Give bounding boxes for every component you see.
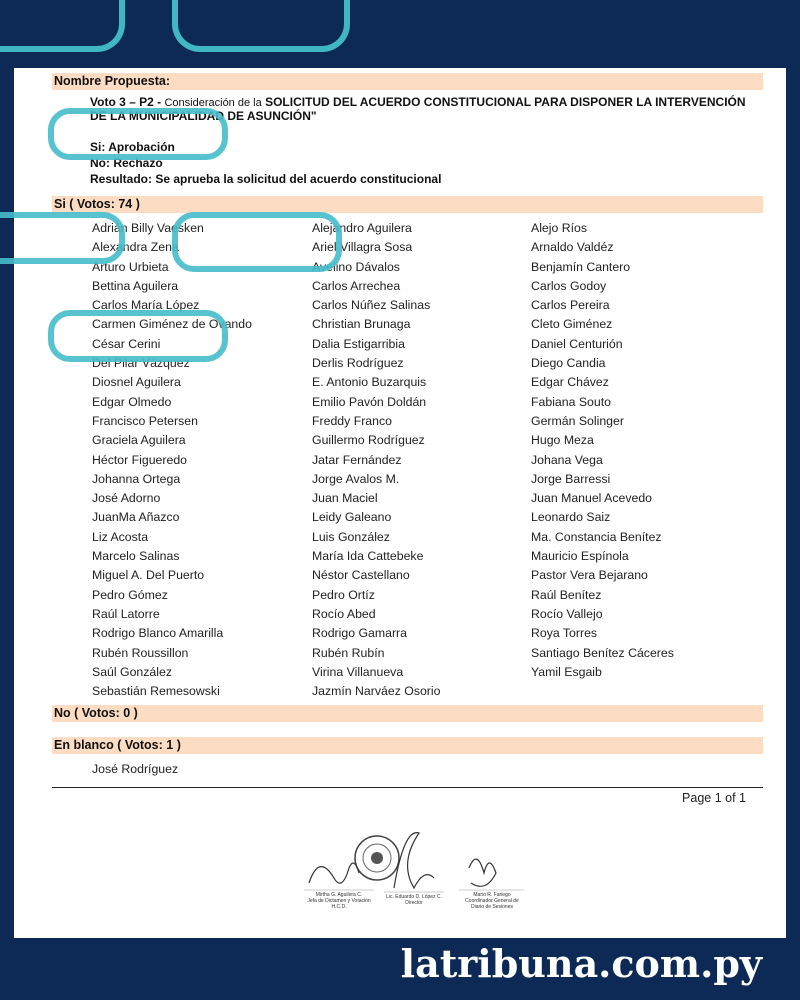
list-item: Carlos Godoy [531,278,607,293]
list-item: Edgar Olmedo [92,394,172,409]
signature-label-3 [457,892,527,910]
no-header: No ( Votos: 0 ) [52,705,763,722]
list-item: Freddy Franco [312,413,392,428]
list-item: Héctor Figueredo [92,452,188,467]
highlight-ring [172,212,342,272]
list-item: Avelino Dávalos [312,259,400,274]
si-names-col2 [312,219,440,701]
page-number: Page 1 of 1 [682,791,746,805]
list-item: Francisco Petersen [92,413,198,428]
list-item: Leonardo Saiz [531,510,611,525]
list-item: Néstor Castellano [312,568,410,583]
list-item: Mauricio Espínola [531,549,629,564]
list-item: Carlos Pereira [531,298,610,313]
list-item: Rubén Roussillon [92,645,189,660]
decorative-ring [172,0,350,52]
list-item: Benjamín Cantero [531,259,631,274]
list-item: César Cerini [92,336,161,351]
list-item: Arturo Urbieta [92,259,169,274]
list-item: Jorge Barressi [531,471,611,486]
option-no: No: Rechazo [90,156,163,170]
list-item: Juan Manuel Acevedo [531,491,653,506]
highlight-ring [48,310,228,362]
list-item: Derlis Rodríguez [312,356,404,371]
list-item: Dalia Estigarribia [312,336,405,351]
list-item: Rodrigo Gamarra [312,626,407,641]
list-item: Cleto Giménez [531,317,613,332]
proposal-header: Nombre Propuesta: [52,73,763,90]
list-item: Director [405,900,423,906]
list-item: Christian Brunaga [312,317,411,332]
blank-names [92,760,178,779]
vote-document [14,68,786,938]
list-item: Carlos María López [92,298,200,313]
list-item: Daniel Centurión [531,336,623,351]
list-item: Pedro Ortíz [312,587,375,602]
list-item: E. Antonio Buzarquis [312,375,427,390]
list-item: Rocío Vallejo [531,606,603,621]
list-item: Rocío Abed [312,606,376,621]
vote-intro: Consideración de la [164,97,262,109]
list-item: Fabiana Souto [531,394,611,409]
list-item: Yamil Esgaib [531,664,602,679]
signature-label-1 [299,892,379,910]
list-item: Sebastián Remesowski [92,684,220,699]
list-item: Johanna Ortega [92,471,181,486]
list-item: Marcelo Salinas [92,549,180,564]
list-item: Coordinador General de [465,898,519,904]
list-item: Emilio Pavón Doldán [312,394,427,409]
vote-title-line2: DE LA MUNICIPALIDAD DE ASUNCIÓN" [90,109,317,123]
list-item: Santiago Benítez Cáceres [531,645,674,660]
divider [52,787,763,788]
list-item: Arnaldo Valdéz [531,240,614,255]
list-item: Hugo Meza [531,433,594,448]
list-item: Ariel Villagra Sosa [312,240,413,255]
si-names-col1 [92,219,252,701]
list-item: Juan Maciel [312,491,378,506]
list-item: Graciela Aguilera [92,433,186,448]
list-item: Adrián Billy Vaesken [92,221,204,235]
list-item: Raúl Benítez [531,587,602,602]
list-item: Germán Solinger [531,413,624,428]
list-item: José Rodríguez [92,762,179,776]
list-item: Carmen Giménez de Ovando [92,317,252,332]
result: Resultado: Se aprueba la solicitud del acuerdo constitucional [90,172,442,186]
list-item: Diosnel Aguilera [92,375,181,390]
highlight-ring [48,108,228,160]
list-item: Alexandra Zena [92,240,179,255]
list-item: Diego Candia [531,356,606,371]
list-item: Bettina Aguilera [92,278,179,293]
list-item: Mirtha G. Aguilera C. [315,892,363,898]
list-item: María Ida Cattebeke [312,549,424,564]
list-item: Virina Villanueva [312,664,404,679]
list-item: Carlos Núñez Salinas [312,298,431,313]
brand-watermark[interactable]: latribuna.com.py [400,941,762,986]
list-item: Guillermo Rodríguez [312,433,425,448]
list-item: Leidy Galeano [312,510,392,525]
list-item: Jefa de Dictamen y Votación [307,898,371,904]
list-item: Pedro Gómez [92,587,168,602]
list-item: Jatar Fernández [312,452,402,467]
list-item: Alejandro Aguilera [312,221,412,235]
decorative-ring [0,0,125,52]
list-item: Rodrigo Blanco Amarilla [92,626,224,641]
list-item: Carlos Arrechea [312,278,401,293]
vote-title-line1: SOLICITUD DEL ACUERDO CONSTITUCIONAL PARA DISPONER LA INTERVENCIÓN [265,95,746,109]
list-item: Luis González [312,529,390,544]
list-item: Mario R. Fariego [473,892,511,898]
list-item: Saúl González [92,664,172,679]
list-item: Jorge Avalos M. [312,471,400,486]
list-item: Diario de Sesiones [471,904,513,910]
list-item: Raúl Latorre [92,606,160,621]
list-item: Ma. Constancia Benítez [531,529,662,544]
list-item: Johana Vega [531,452,603,467]
option-si: Si: Aprobación [90,140,175,154]
list-item: Alejo Ríos [531,221,588,235]
list-item: Pastor Vera Bejarano [531,568,648,583]
list-item: JuanMa Añazco [92,510,180,525]
si-names-col3 [531,219,674,682]
list-item: H.C.D. [331,904,347,910]
si-header: Si ( Votos: 74 ) [52,196,763,213]
list-item: Rubén Rubín [312,645,385,660]
list-item: Liz Acosta [92,529,149,544]
list-item: Edgar Chávez [531,375,609,390]
list-item: Miguel A. Del Puerto [92,568,205,583]
vote-prefix: Voto 3 – P2 - [90,95,162,109]
list-item: Del Pilar Vázquez [92,356,190,371]
list-item: Lic. Eduardo D. López C. [386,894,442,900]
list-item: José Adorno [92,491,161,506]
blank-header: En blanco ( Votos: 1 ) [52,737,763,754]
highlight-ring [0,212,125,264]
list-item: Jazmín Narváez Osorio [312,684,441,699]
list-item: Roya Torres [531,626,598,641]
signature-label-2 [381,894,447,906]
